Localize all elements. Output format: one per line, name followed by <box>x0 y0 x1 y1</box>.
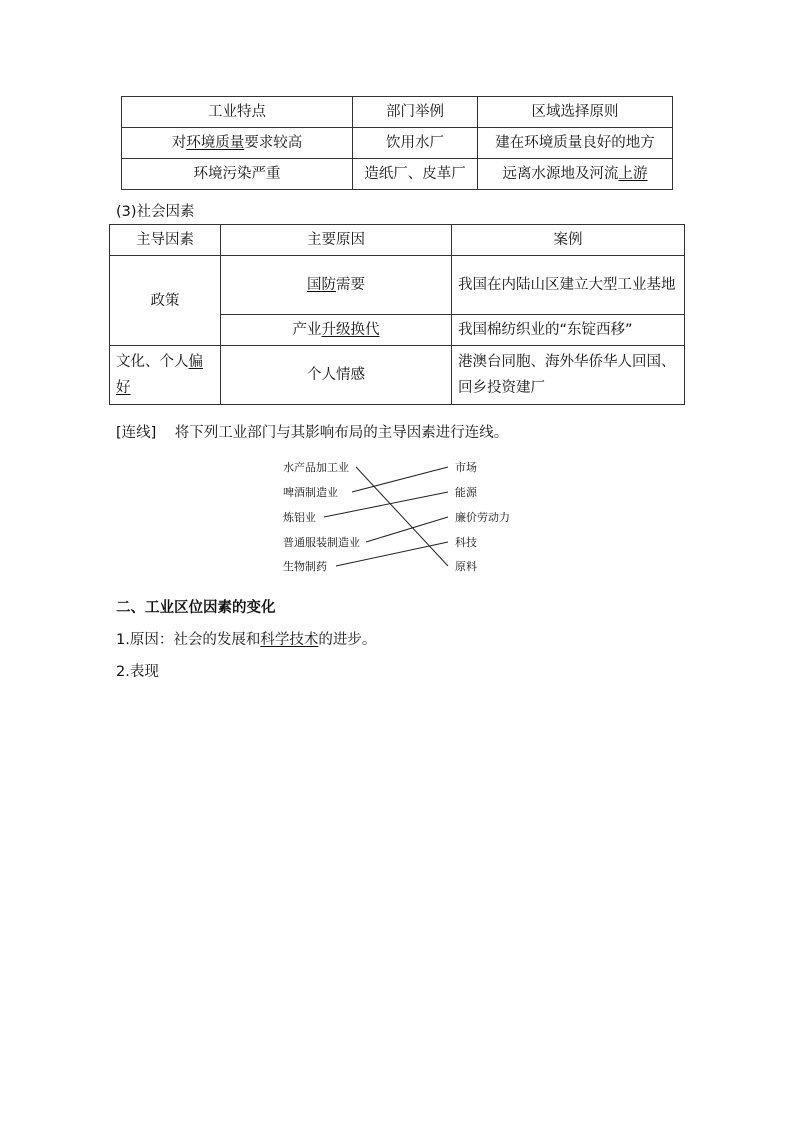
table-cell: 政策 <box>110 256 221 346</box>
table-header-row <box>110 225 685 256</box>
factor-item: 市场 <box>455 461 477 474</box>
table-cell: 港澳台同胞、海外华侨华人回国、回乡投资建厂 <box>452 346 685 405</box>
social-factors-table <box>109 224 685 405</box>
connector-lines <box>324 467 448 566</box>
connector-line <box>356 467 448 566</box>
table-row <box>110 346 685 405</box>
header-cell: 案例 <box>452 225 685 256</box>
matching-diagram <box>270 452 530 577</box>
header-cell: 部门举例 <box>353 97 478 128</box>
table-cell: 我国棉纺织业的“东锭西移” <box>452 315 685 346</box>
industry-item: 普通服装制造业 <box>283 536 360 549</box>
underlined-answer: 国防 <box>307 277 336 293</box>
table-cell: 远离水源地及河流上游 <box>478 159 673 190</box>
underlined-answer: 偏好 <box>116 354 203 396</box>
table-cell: 国防需要 <box>221 256 452 315</box>
underlined-answer: 科学技术 <box>260 632 319 648</box>
table-cell: 产业升级换代 <box>221 315 452 346</box>
table-row <box>122 159 673 190</box>
connector-line <box>324 492 448 517</box>
underlined-answer: 上游 <box>618 166 648 182</box>
cause-line: 1.原因：社会的发展和科学技术的进步。 <box>116 632 377 648</box>
factor-item: 原料 <box>455 560 477 573</box>
link-tag: [连线] <box>116 425 157 441</box>
factor-item: 科技 <box>455 536 477 549</box>
table-row <box>122 128 673 159</box>
table-cell: 文化、个人偏好 <box>110 346 221 405</box>
industry-item: 啤酒制造业 <box>283 486 338 499</box>
factor-item: 廉价劳动力 <box>455 511 510 524</box>
manifestation-line: 2.表现 <box>116 664 159 680</box>
industry-item: 炼铝业 <box>283 511 316 524</box>
table-header-row <box>122 97 673 128</box>
header-cell: 区域选择原则 <box>478 97 673 128</box>
table-cell: 对环境质量要求较高 <box>122 128 353 159</box>
table-cell: 建在环境质量良好的地方 <box>478 128 673 159</box>
section-heading: (3)社会因素 <box>116 204 195 220</box>
header-cell: 主要原因 <box>221 225 452 256</box>
table-row <box>110 256 685 315</box>
factor-item: 能源 <box>455 486 477 499</box>
industry-item: 水产品加工业 <box>283 461 349 474</box>
connector-line <box>352 467 448 492</box>
link-instruction: 将下列工业部门与其影响布局的主导因素进行连线。 <box>174 425 509 441</box>
header-cell: 工业特点 <box>122 97 353 128</box>
underlined-answer: 环境质量 <box>186 135 245 151</box>
table-cell: 个人情感 <box>221 346 452 405</box>
section-title: 二、工业区位因素的变化 <box>116 600 276 616</box>
underlined-answer: 升级换代 <box>321 322 380 338</box>
link-exercise <box>116 421 508 442</box>
connector-line <box>366 517 448 542</box>
industry-features-table <box>121 96 673 190</box>
table-cell: 造纸厂、皮革厂 <box>353 159 478 190</box>
industry-item: 生物制药 <box>283 560 327 573</box>
header-cell: 主导因素 <box>110 225 221 256</box>
table-cell: 饮用水厂 <box>353 128 478 159</box>
table-cell: 环境污染严重 <box>122 159 353 190</box>
table-cell: 我国在内陆山区建立大型工业基地 <box>452 256 685 315</box>
